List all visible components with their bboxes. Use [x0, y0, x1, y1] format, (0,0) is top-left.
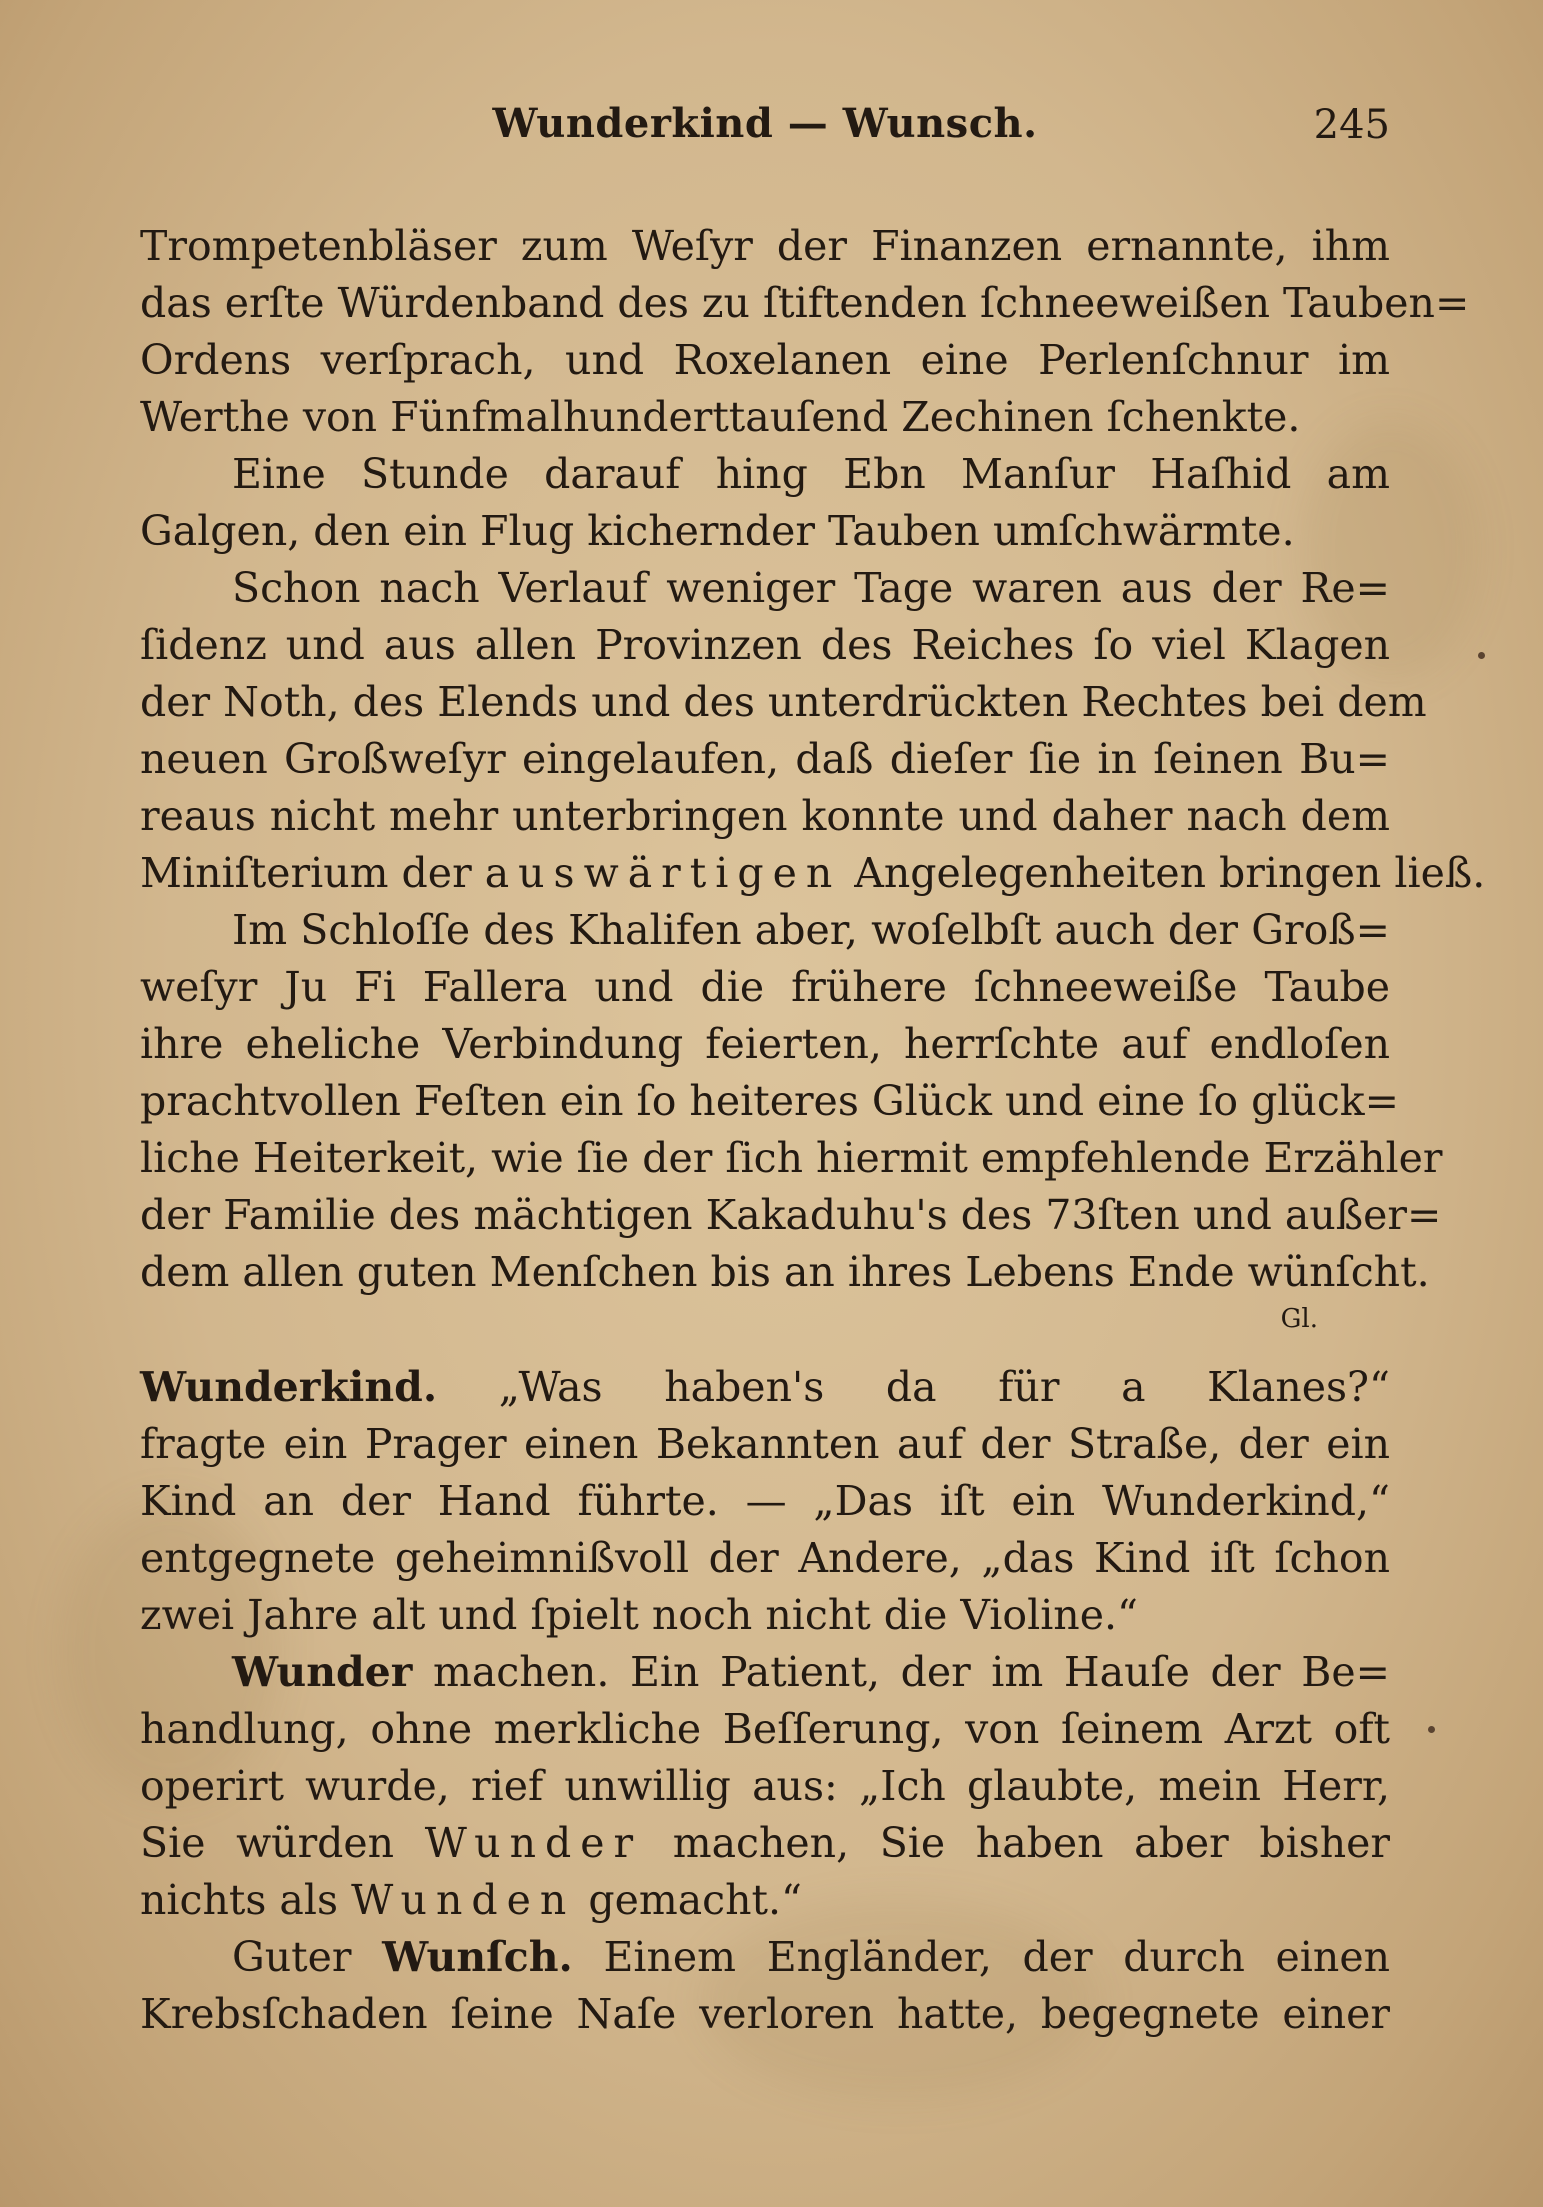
entry-wunsch	[140, 1929, 1390, 1986]
text-line	[140, 1872, 1390, 1929]
text-line: Im Schloſſe des Khalifen aber, woſelbſt auch der Groß=	[232, 906, 1390, 954]
text-line: Trompetenbläser zum Weſyr der Finanzen ernannte, ihm	[140, 222, 1390, 270]
text-line: dem allen guten Menſchen bis an ihres Lebens Ende wünſcht.	[140, 1248, 1430, 1296]
body-text	[140, 218, 1486, 2043]
text-fragment: Einem Engländer, der durch einen	[572, 1933, 1390, 1981]
text-fragment: gemacht.“	[575, 1876, 802, 1924]
text-fragment: Angelegenheiten bringen ließ.	[841, 849, 1486, 897]
spaced-emphasis: Wunder	[424, 1819, 643, 1867]
text-line: Werthe von Fünfmalhunderttauſend Zechinen ſchenkte.	[140, 393, 1301, 441]
text-line: reaus nicht mehr unterbringen konnte und daher nach dem	[140, 792, 1390, 840]
text-line	[140, 1815, 1390, 1872]
text-fragment: Miniſterium der	[140, 849, 485, 897]
running-title: Wunderkind — Wunsch.	[492, 100, 1038, 147]
text-line: zwei Jahre alt und ſpielt noch nicht die Violine.“	[140, 1591, 1138, 1639]
text-fragment: „Was haben's da für a Klanes?“	[437, 1363, 1390, 1411]
text-line: neuen Großweſyr eingelaufen, daß dieſer ſie in ſeinen Bu=	[140, 735, 1390, 783]
entry-term: Wunder	[232, 1648, 413, 1696]
ink-speck	[1478, 652, 1485, 659]
text-line: prachtvollen Feſten ein ſo heiteres Glück und eine ſo glück=	[140, 1077, 1399, 1125]
text-fragment: machen. Ein Patient, der im Hauſe der Be=	[412, 1648, 1390, 1696]
text-line: Ordens verſprach, und Roxelanen eine Perlenſchnur im	[140, 336, 1390, 384]
text-fragment: nichts als	[140, 1876, 352, 1924]
text-line: entgegnete geheimnißvoll der Andere, „das Kind iſt ſchon	[140, 1534, 1390, 1582]
text-line: Eine Stunde darauf hing Ebn Manſur Haſhid am	[232, 450, 1390, 498]
text-line: ſidenz und aus allen Provinzen des Reiches ſo viel Klagen	[140, 621, 1390, 669]
ink-speck	[1428, 1726, 1435, 1733]
text-line: ihre eheliche Verbindung feierten, herrſchte auf endloſen	[140, 1020, 1390, 1068]
entry-wunderkind	[140, 1359, 1390, 1416]
text-line: handlung, ohne merkliche Beſſerung, von ſeinem Arzt oft	[140, 1705, 1390, 1753]
text-fragment: Sie würden	[140, 1819, 425, 1867]
text-line: Kind an der Hand führte. — „Das iſt ein Wunderkind,“	[140, 1477, 1390, 1525]
text-line: weſyr Ju Fi Fallera und die frühere ſchneeweiße Taube	[140, 963, 1390, 1011]
text-line: fragte ein Prager einen Bekannten auf der Straße, der ein	[140, 1420, 1390, 1468]
author-signature: Gl.	[1280, 1304, 1318, 1334]
text-line: Krebsſchaden ſeine Naſe verloren hatte, begegnete einer	[140, 1990, 1390, 2038]
entry-term: Wunſch.	[382, 1933, 573, 1981]
running-header	[140, 100, 1390, 160]
text-line	[140, 845, 1486, 902]
text-line: das erſte Würdenband des zu ſtiftenden ſchneeweißen Tauben=	[140, 279, 1470, 327]
spaced-emphasis: Wunden	[351, 1876, 576, 1924]
spaced-emphasis: auswärtigen	[484, 849, 842, 897]
text-line: Schon nach Verlauf weniger Tage waren aus der Re=	[232, 564, 1390, 612]
text-fragment: machen, Sie haben aber bisher	[642, 1819, 1390, 1867]
text-line: Galgen, den ein Flug kichernder Tauben umſchwärmte.	[140, 507, 1295, 555]
text-line: operirt wurde, rief unwillig aus: „Ich glaubte, mein Herr,	[140, 1762, 1390, 1810]
entry-wunder	[140, 1644, 1390, 1701]
text-line: liche Heiterkeit, wie ſie der ſich hiermit empfehlende Erzähler	[140, 1134, 1443, 1182]
text-line: der Noth, des Elends und des unterdrückten Rechtes bei dem	[140, 678, 1427, 726]
text-fragment: Guter	[232, 1933, 383, 1981]
entry-term: Wunderkind.	[140, 1363, 438, 1411]
text-line: der Familie des mächtigen Kakaduhu's des 73ſten und außer=	[140, 1191, 1442, 1239]
page-number: 245	[1313, 102, 1390, 148]
